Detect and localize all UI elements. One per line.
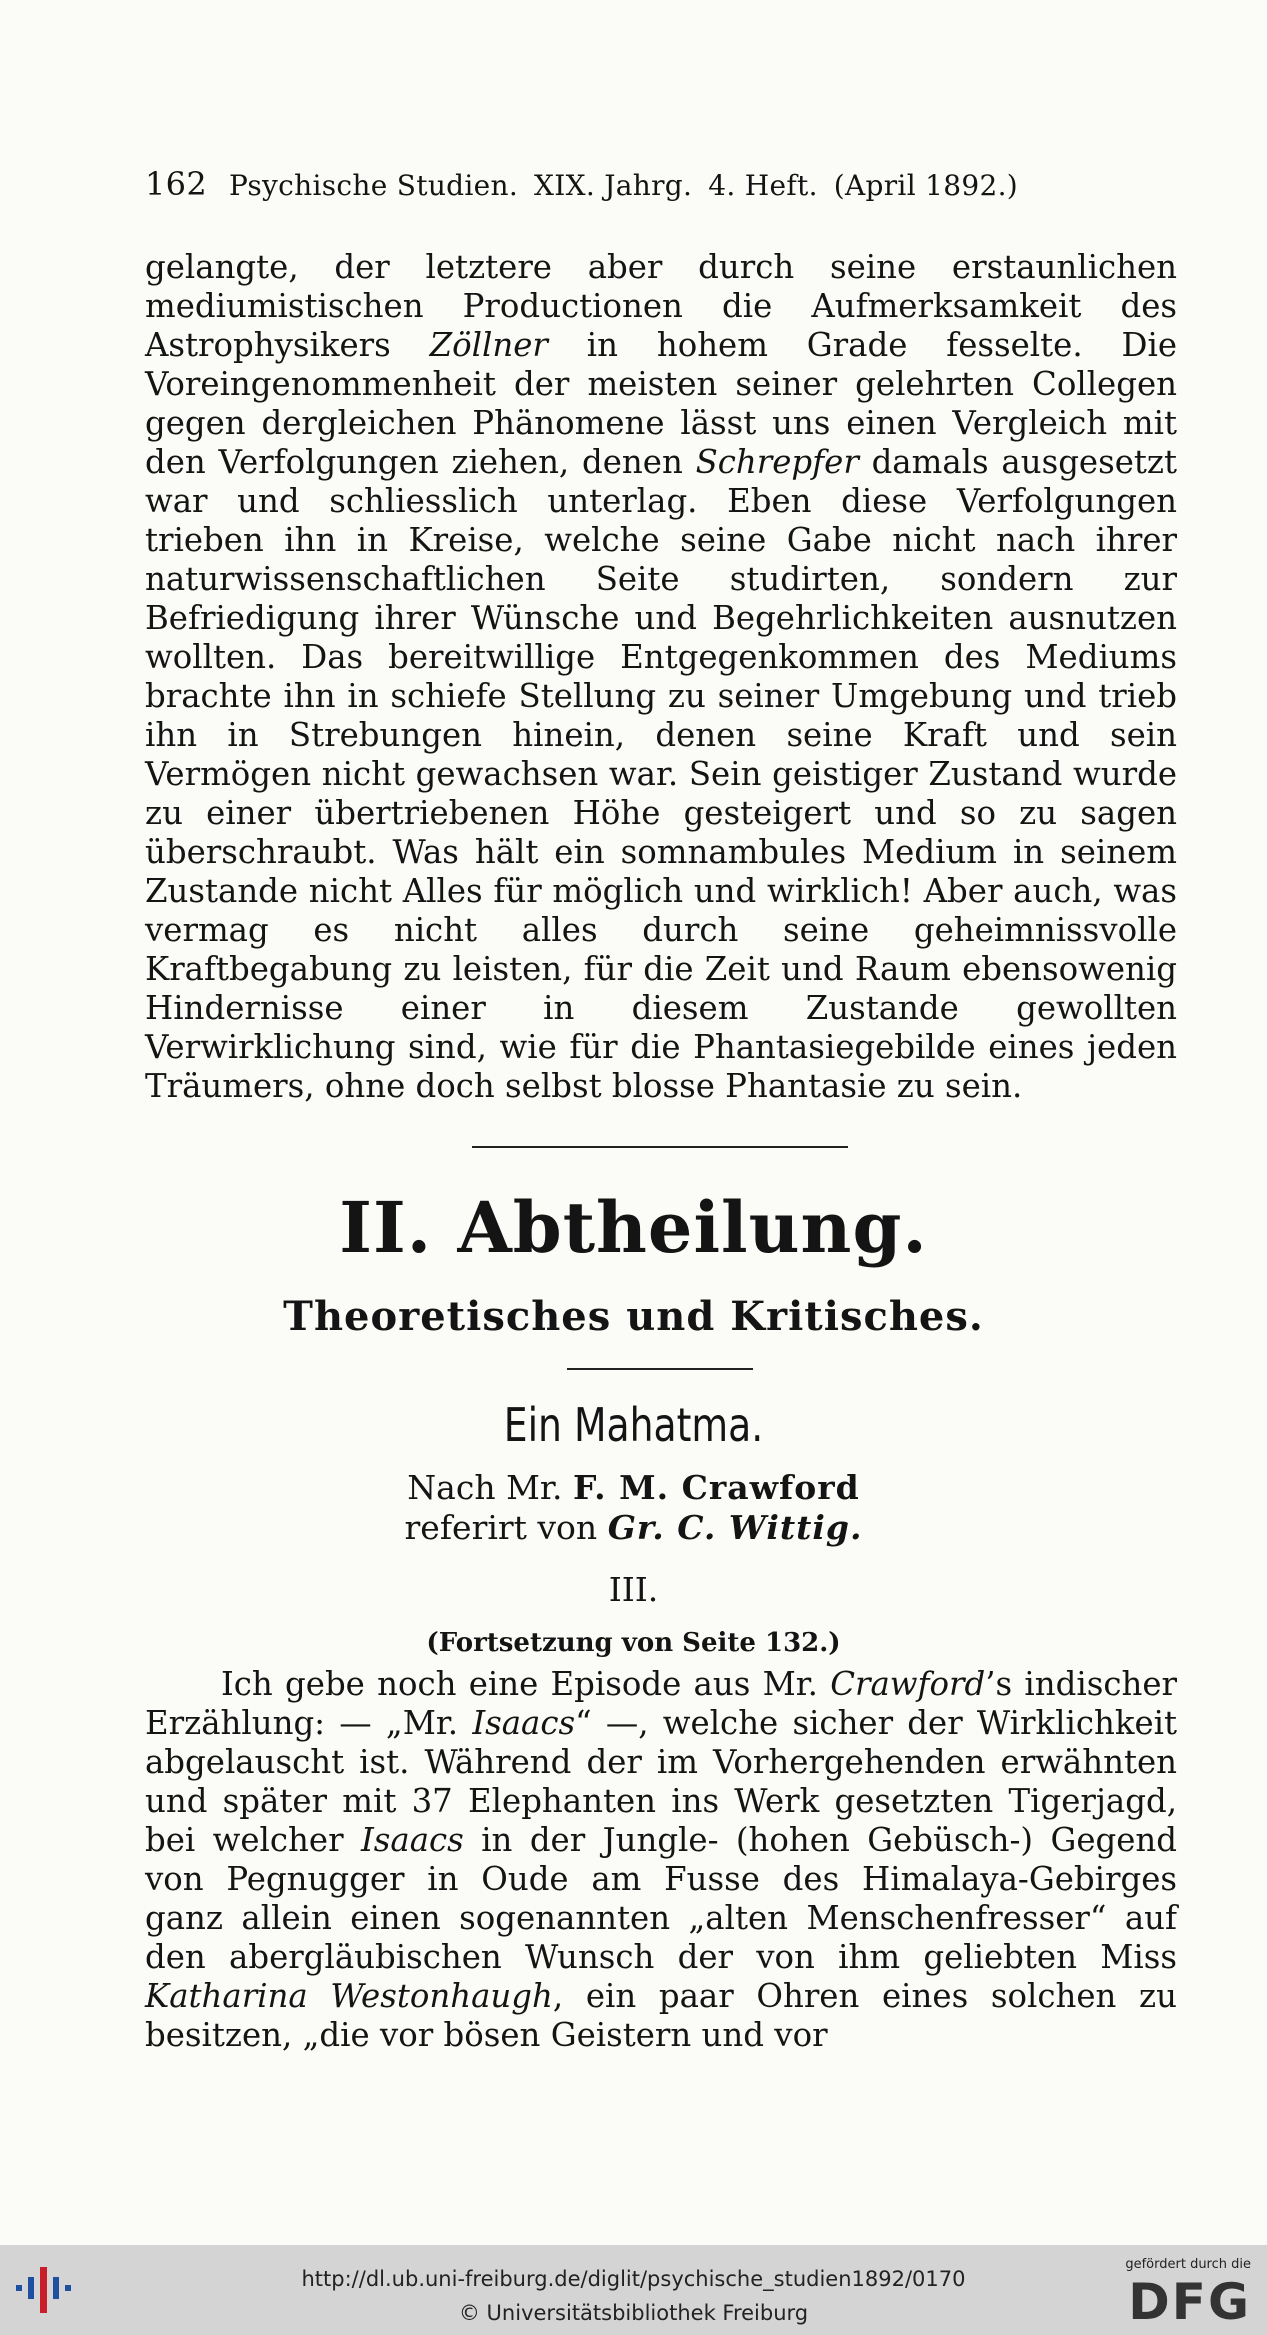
issue-date: (April 1892.) bbox=[833, 169, 1019, 202]
section-subtitle: Theoretisches und Kritisches. bbox=[283, 1293, 984, 1340]
text-run: ’s indischer Erzählung: — „Mr. bbox=[145, 1665, 1177, 1742]
divider-rule bbox=[472, 1146, 848, 1148]
byline-prefix: Nach Mr. bbox=[407, 1468, 563, 1507]
italic-name: Katharina Westonhaugh bbox=[145, 1977, 553, 2015]
reporter-name: Gr. C. Wittig. bbox=[607, 1508, 863, 1547]
dfg-note: gefördert durch die bbox=[1125, 2257, 1251, 2272]
article-title: Ein Mahatma. bbox=[503, 1398, 764, 1452]
short-divider-rule bbox=[567, 1368, 753, 1370]
copyright-notice: © Universitätsbibliothek Freiburg bbox=[458, 2301, 809, 2325]
text-run: , ein paar Ohren eines solchen zu besitzen, „die vor bösen Geistern und vor bbox=[145, 1977, 1177, 2054]
italic-name: Isaacs bbox=[360, 1821, 464, 1859]
italic-name: Zöllner bbox=[429, 326, 548, 364]
part-number: III. bbox=[608, 1570, 659, 1609]
continuation-note: (Fortsetzung von Seite 132.) bbox=[426, 1628, 841, 1658]
byline-reporter bbox=[0, 1508, 1267, 1547]
author-name: F. M. Crawford bbox=[573, 1468, 860, 1507]
italic-name: Schrepfer bbox=[695, 443, 859, 481]
text-run: Ich gebe noch eine Episode aus Mr. bbox=[221, 1665, 831, 1703]
text-run: “ —, welche sicher der Wirklichkeit abgelauscht ist. Während der im Vorhergehenden erwähnten und später mit 37 Elephanten ins Werk gesetzten Tigerjagd, bei welcher bbox=[145, 1704, 1177, 1859]
byline-author bbox=[0, 1468, 1267, 1507]
page-number: 162 bbox=[145, 165, 207, 203]
journal-title: Psychische Studien. bbox=[228, 169, 519, 202]
issue: 4. Heft. bbox=[708, 169, 818, 202]
text-run: in der Jungle- (hohen Gebüsch-) Gegend von Pegnugger in Oude am Fusse des Himalaya-Gebirges ganz allein einen sogenannten „alten Menschenfresser“ auf den abergläubischen Wunsch der von ihm geliebten Miss bbox=[145, 1821, 1178, 1976]
section-title: II. Abtheilung. bbox=[339, 1186, 928, 1269]
text-run: gelangte, der letztere aber durch seine erstaunlichen mediumistischen Productionen die Aufmerksamkeit des Astrophysikers bbox=[145, 248, 1177, 364]
viewer-footer bbox=[0, 2245, 1267, 2335]
running-head bbox=[145, 165, 1131, 203]
byline-prefix: referirt von bbox=[404, 1508, 598, 1547]
volume: XIX. Jahrg. bbox=[534, 169, 693, 202]
paragraph-continued bbox=[145, 248, 1177, 1106]
source-url-link[interactable]: http://dl.ub.uni-freiburg.de/diglit/psychische_studien1892/0170 bbox=[301, 2267, 966, 2291]
text-run: damals ausgesetzt war und schliesslich unterlag. Eben diese Verfolgungen trieben ihn in Kreise, welche seine Gabe nicht nach ihrer naturwissenschaftlichen Seite studirten, sondern zur Befriedigung ihrer Wünsche und Begehrlichkeiten ausnutzen wollten. Das bereitwillige Entgegenkommen des Mediums brachte ihn in schiefe Stellung zu seiner Umgebung und trieb ihn in Strebungen hinein, denen seine Kraft und sein Vermögen nicht gewachsen war. Sein geistiger Zustand wurde zu einer übertriebenen Höhe gesteigert und so zu sagen überschraubt. Was hält ein somnambules Medium in seinem Zustande nicht Alles für möglich und wirklich! Aber auch, was vermag es nicht alles durch seine geheimnissvolle Kraftbegabung zu leisten, für die Zeit und Raum ebensowenig Hindernisse einer in diesem Zustande gewollten Verwirklichung sind, wie für die Phantasiegebilde eines jeden Träumers, ohne doch selbst blosse Phantasie zu sein. bbox=[145, 443, 1177, 1105]
italic-name: Crawford bbox=[830, 1665, 986, 1703]
dfg-logo: DFG bbox=[1128, 2273, 1251, 2331]
text-run: in hohem Grade fesselte. Die Voreingenommenheit der meisten seiner gelehrten Collegen gegen dergleichen Phänomene lässt uns einen Vergleich mit den Verfolgungen ziehen, denen bbox=[145, 326, 1177, 481]
italic-name: Isaacs bbox=[472, 1704, 576, 1742]
article-paragraph bbox=[145, 1665, 1177, 2055]
